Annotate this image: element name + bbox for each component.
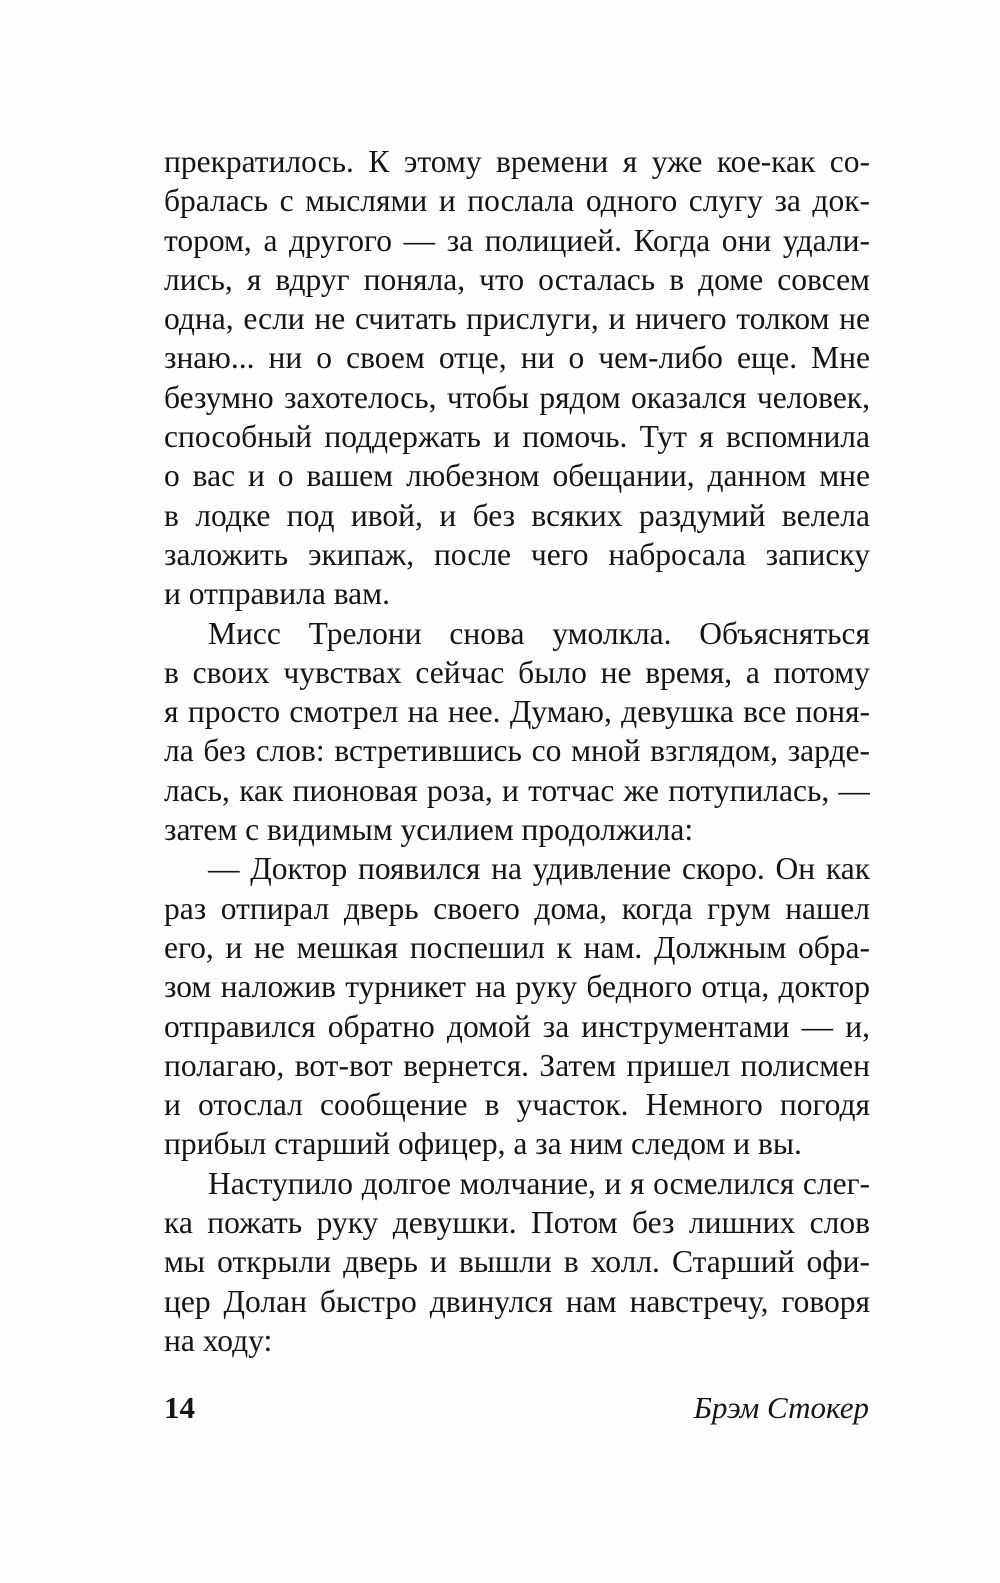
text-line: на ходу:: [164, 1322, 273, 1358]
text-line: бралась с мыслями и послала одного слугу за док-: [164, 183, 870, 219]
text-line: лась, как пионовая роза, и тотчас же потупилась, —: [164, 772, 870, 808]
running-head-author: Брэм Стокер: [693, 1390, 869, 1425]
text-line: мы открыли дверь и вышли в холл. Старший офи-: [164, 1244, 870, 1280]
text-line: Наступило долгое молчание, и я осмелился слег-: [208, 1165, 870, 1201]
text-line: о вас и о вашем любезном обещании, данном мне: [164, 458, 870, 494]
text-line: прекратилось. К этому времени я уже кое-как со-: [164, 144, 870, 179]
text-line: я просто смотрел на нее. Думаю, девушка все поня-: [164, 694, 870, 730]
paragraph: [164, 142, 870, 614]
paragraph: [164, 1164, 870, 1360]
text-line: ла без слов: встретившись со мной взглядом, зарде-: [164, 733, 870, 769]
text-line: способный поддержать и помочь. Тут я вспомнила: [164, 419, 870, 455]
text-line: полагаю, вот-вот вернется. Затем пришел полисмен: [164, 1047, 870, 1083]
paragraph: [164, 614, 870, 850]
text-line: — Доктор появился на удивление скоро. Он как: [208, 851, 870, 887]
text-line: раз отпирал дверь своего дома, когда грум нашел: [164, 890, 870, 926]
text-line: лись, я вдруг поняла, что осталась в доме совсем: [164, 261, 870, 297]
text-line: в лодке под ивой, и без всяких раздумий велела: [164, 497, 870, 533]
text-line: прибыл старший офицер, а за ним следом и вы.: [164, 1126, 802, 1162]
text-line: Мисс Трелони снова умолкла. Объясняться: [208, 615, 870, 651]
text-line: одна, если не считать прислуги, и ничего толком не: [164, 301, 870, 337]
text-line: ка пожать руку девушки. Потом без лишних слов: [164, 1205, 870, 1241]
text-line: затем с видимым усилием продолжила:: [164, 812, 694, 848]
text-line: и отправила вам.: [164, 576, 390, 612]
text-line: безумно захотелось, чтобы рядом оказался человек,: [164, 379, 870, 415]
text-line: цер Долан быстро двинулся нам навстречу, говоря: [164, 1283, 870, 1319]
text-line: знаю... ни о своем отце, ни о чем-либо еще. Мне: [164, 340, 870, 376]
text-line: его, и не мешкая поспешил к нам. Должным обра-: [164, 929, 870, 965]
page-number: 14: [164, 1390, 195, 1425]
body-text: [164, 142, 870, 1360]
text-line: и отослал сообщение в участок. Немного погодя: [164, 1087, 870, 1123]
text-line: зом наложив турникет на руку бедного отца, доктор: [164, 969, 870, 1005]
text-line: тором, а другого — за полицией. Когда они удали-: [164, 222, 870, 258]
text-line: заложить экипаж, после чего набросала записку: [164, 536, 870, 572]
paragraph: [164, 849, 870, 1163]
text-line: отправился обратно домой за инструментами — и,: [164, 1008, 870, 1044]
text-line: в своих чувствах сейчас было не время, а потому: [164, 654, 870, 690]
